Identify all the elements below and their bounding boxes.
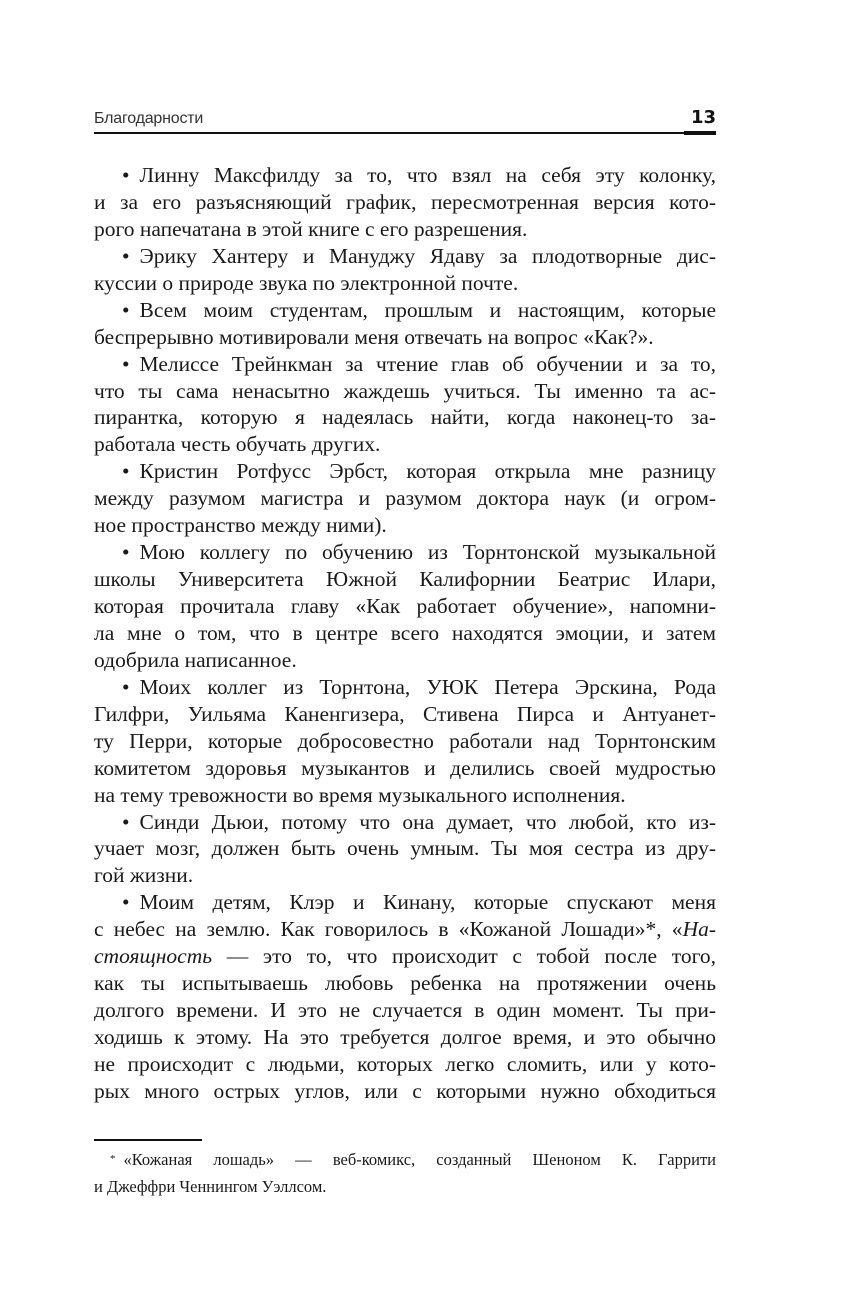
text-line [94,943,716,970]
text-line [94,458,716,485]
line-text: между разумом магистра и разумом доктора наук (и огром- [94,486,716,511]
text-line [94,512,716,539]
text-line [94,728,716,755]
text-line [94,1078,716,1105]
acknowledgement-paragraph [94,351,716,459]
line-text: Всем моим студентам, прошлым и настоящим, которые [139,297,716,322]
line-text: не происходит с людьми, которых легко сломить, или у кото- [94,1051,716,1076]
text-line [94,1051,716,1078]
text-line [94,297,716,324]
acknowledgement-paragraph [94,458,716,539]
footnote-line: и Джеффри Ченнингом Уэллсом. [94,1176,327,1196]
bullet-icon: • [122,243,130,268]
text-line [94,351,716,378]
footnote-line [94,1147,716,1174]
text-line [94,378,716,405]
line-text: Синди Дьюи, потому что она думает, что любой, кто из- [139,809,716,834]
text-line [94,324,716,351]
acknowledgement-paragraph [94,889,716,1105]
text-line [94,216,716,243]
bullet-icon: • [122,163,130,187]
footnote-mark: * [110,1153,116,1165]
bullet-icon: • [122,459,130,484]
line-text: ходишь к этому. На это требуется долгое время, и это обычно [94,1025,716,1049]
acknowledgement-paragraph [94,809,716,890]
footnote-text: «Кожаная лошадь» — веб-комикс, созданный Шеноном К. Гаррити [123,1150,716,1169]
text-line [94,243,716,270]
acknowledgement-paragraph [94,243,716,297]
footnote [94,1147,716,1201]
page-number: 13 [690,107,716,128]
line-text: рых много острых углов, или с которыми нужно обходиться [94,1078,716,1103]
bullet-icon: • [122,297,130,322]
line-text: на тему тревожности во время музыкального исполнения. [94,782,626,807]
header-rule [94,132,716,134]
text-line [94,782,716,809]
line-text: гой жизни. [94,863,194,888]
acknowledgement-paragraph [94,539,716,674]
line-text: Эрику Хантеру и Мануджу Ядаву за плодотворные дис- [139,243,716,268]
acknowledgement-paragraph [94,674,716,809]
text-line [94,647,716,674]
body-text [94,162,716,1105]
text-line [94,404,716,431]
text-line [94,620,716,647]
text-line [94,755,716,782]
page-number-underline [684,131,716,135]
text-line [94,997,716,1024]
text-line [94,1024,716,1051]
text-line [94,835,716,862]
text-line [94,862,716,889]
line-text: ла мне о том, что в центре всего находятся эмоции, и затем [94,620,716,645]
line-text: что ты сама ненасытно жаждешь учиться. Ты именно та ас- [94,378,716,403]
line-text: Линну Максфилду за то, что взял на себя эту колонку, [139,163,716,187]
line-text: Моим детям, Клэр и Кинану, которые спускают меня [139,890,716,915]
line-text: и за его разъясняющий график, пересмотренная версия кото- [94,189,716,214]
bullet-icon: • [122,351,130,376]
line-text: Гилфри, Уильяма Каненгизера, Стивена Пирса и Антуанет- [94,701,716,726]
line-text: рого напечатана в этой книге с его разрешения. [94,216,528,241]
line-text: работала честь обучать других. [94,432,381,457]
text-line [94,674,716,701]
text-line [94,431,716,458]
text-line [94,566,716,593]
line-text: Мою коллегу по обучению из Торнтонской музыкальной [139,540,716,565]
text-line [94,970,716,997]
line-text: как ты испытываешь любовь ребенка на протяжении очень [94,971,716,996]
footnote-rule [94,1139,202,1141]
line-text: ту Перри, которые добросовестно работали над Торнтонским [94,728,716,753]
text-line [94,593,716,620]
line-text: пирантка, которую я надеялась найти, когда наконец-то за- [94,405,716,430]
text-line [94,270,716,297]
line-text: Моих коллег из Торнтона, УЮК Петера Эрскина, Рода [139,674,716,699]
line-text: с небес на землю. Как говорилось в «Кожаной Лошади»*, « [94,917,683,942]
text-line [94,701,716,728]
text-line [94,162,716,189]
acknowledgement-paragraph [94,162,716,243]
bullet-icon: • [122,540,130,565]
italic-text: стоящность [94,944,213,969]
text-line [94,889,716,916]
bullet-icon: • [122,809,130,834]
line-text: беспрерывно мотивировали меня отвечать на вопрос «Как?». [94,324,654,349]
running-title: Благодарности [94,110,204,127]
text-line [94,189,716,216]
line-text: — это то, что происходит с тобой после того, [212,944,716,969]
italic-text: На- [682,917,716,942]
line-text: которая прочитала главу «Как работает обучение», напомни- [94,594,716,618]
running-header [94,108,716,134]
line-text: Кристин Ротфусс Эрбст, которая открыла мне разницу [139,459,716,484]
line-text: школы Университета Южной Калифорнии Беатрис Илари, [94,567,716,592]
line-text: куссии о природе звука по электронной почте. [94,270,519,295]
line-text: долгого времени. И это не случается в один момент. Ты при- [94,998,716,1023]
acknowledgement-paragraph [94,297,716,351]
bullet-icon: • [122,674,130,699]
line-text: ное пространство между ними). [94,513,387,538]
text-line [94,809,716,836]
text-line [94,539,716,566]
line-text: комитетом здоровья музыкантов и делились своей мудростью [94,755,716,780]
text-line [94,485,716,512]
line-text: учает мозг, должен быть очень умным. Ты моя сестра из дру- [94,836,716,861]
bullet-icon: • [122,890,130,915]
text-line [94,916,716,943]
line-text: Мелиссе Трейнкман за чтение глав об обучении и за то, [139,351,716,376]
line-text: одобрила написанное. [94,647,297,672]
